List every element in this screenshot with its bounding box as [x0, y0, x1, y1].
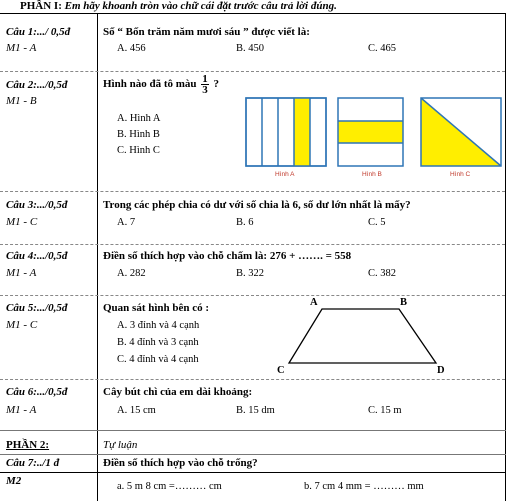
q7-text: Điền số thích hợp vào chỗ trống?: [103, 457, 258, 469]
row-divider: [0, 244, 505, 245]
q1-option-c[interactable]: C. 465: [368, 43, 397, 54]
q6-option-c[interactable]: C. 15 m: [368, 405, 402, 416]
q6-option-b[interactable]: B. 15 dm: [236, 405, 275, 416]
part2-subtitle: Tự luận: [103, 439, 138, 451]
q2-text: [103, 74, 219, 95]
q2-text-prefix: Hình nào đã tô màu: [103, 78, 197, 91]
q3-text: Trong các phép chia có dư với số chia là 6, số dư lớn nhất là mấy?: [103, 199, 411, 211]
figure-a: [245, 97, 327, 167]
header: [20, 0, 337, 13]
q3-option-c[interactable]: C. 5: [368, 217, 386, 228]
fraction-numerator: 1: [202, 73, 208, 85]
q2-option-c[interactable]: C. Hình C: [117, 145, 160, 156]
q3-option-b[interactable]: B. 6: [236, 217, 254, 228]
q1-option-b[interactable]: B. 450: [236, 43, 265, 54]
q6-label: Câu 6:.../0,5đ: [6, 386, 68, 398]
q2-option-b[interactable]: B. Hình B: [117, 129, 160, 140]
vertex-c: C: [277, 365, 285, 376]
q4-level: M1 - A: [6, 267, 37, 279]
q2-text-suffix: ?: [213, 78, 220, 91]
fraction-denominator: 3: [202, 84, 208, 96]
figure-c: [420, 97, 502, 167]
figure-a-label: Hình A: [275, 171, 295, 178]
q5-text: Quan sát hình bên có :: [103, 302, 210, 314]
row-divider: [0, 295, 505, 296]
q4-label: Câu 4:.../0,5đ: [6, 250, 68, 262]
figure-c-label: Hình C: [450, 171, 471, 178]
q2-option-a[interactable]: A. Hình A: [117, 113, 161, 124]
q4-option-b[interactable]: B. 322: [236, 268, 265, 279]
row-divider: [0, 191, 505, 192]
q5-option-a[interactable]: A. 3 đỉnh và 4 cạnh: [117, 320, 200, 331]
q1-text: Số “ Bốn trăm năm mươi sáu ” được viết là:: [103, 26, 310, 38]
vertex-a: A: [310, 297, 318, 308]
q7-level: M2: [6, 475, 22, 487]
q1-label: Câu 1:.../ 0,5đ: [6, 26, 71, 38]
row-divider: [0, 472, 506, 473]
q2-level: M1 - B: [6, 95, 37, 107]
row-divider: [0, 454, 506, 455]
q4-text: Điền số thích hợp vào chỗ chấm là: 276 + ……. = 558: [103, 250, 352, 262]
q6-option-a[interactable]: A. 15 cm: [117, 405, 156, 416]
q4-option-a[interactable]: A. 282: [117, 268, 146, 279]
trapezoid-figure: [286, 308, 446, 366]
q5-label: Câu 5:.../0,5đ: [6, 302, 68, 314]
q4-option-c[interactable]: C. 382: [368, 268, 397, 279]
q1-option-a[interactable]: A. 456: [117, 43, 146, 54]
table-right-border: [505, 13, 506, 501]
q7-item-b[interactable]: b. 7 cm 4 mm = ……… mm: [304, 481, 424, 492]
q5-option-b[interactable]: B. 4 đỉnh và 3 cạnh: [117, 337, 199, 348]
q1-level: M1 - A: [6, 42, 37, 54]
q5-option-c[interactable]: C. 4 đỉnh và 4 cạnh: [117, 354, 199, 365]
q6-level: M1 - A: [6, 404, 37, 416]
instruction: Em hãy khoanh tròn vào chữ cái đặt trước câu trả lời đúng.: [64, 0, 337, 12]
table-divider: [97, 13, 98, 501]
q6-text: Cây bút chì của em dài khoảng:: [103, 386, 253, 398]
row-divider: [0, 71, 505, 72]
q3-level: M1 - C: [6, 216, 38, 228]
header-bottom-line: [0, 13, 506, 14]
figure-b: [337, 97, 404, 167]
fraction: [201, 74, 209, 95]
q7-item-a[interactable]: a. 5 m 8 cm =……… cm: [117, 481, 222, 492]
q3-label: Câu 3:.../0,5đ: [6, 199, 68, 211]
part2-title: PHẦN 2:: [6, 439, 50, 451]
vertex-d: D: [437, 365, 445, 376]
q5-level: M1 - C: [6, 319, 38, 331]
row-divider: [0, 379, 505, 380]
q7-label: Câu 7:../1 đ: [6, 457, 60, 469]
q3-option-a[interactable]: A. 7: [117, 217, 136, 228]
q2-label: Câu 2:.../0,5đ: [6, 79, 68, 91]
figure-b-label: Hình B: [362, 171, 382, 178]
part1-title: PHẦN I:: [20, 0, 62, 12]
row-divider: [0, 430, 506, 431]
vertex-b: B: [400, 297, 408, 308]
